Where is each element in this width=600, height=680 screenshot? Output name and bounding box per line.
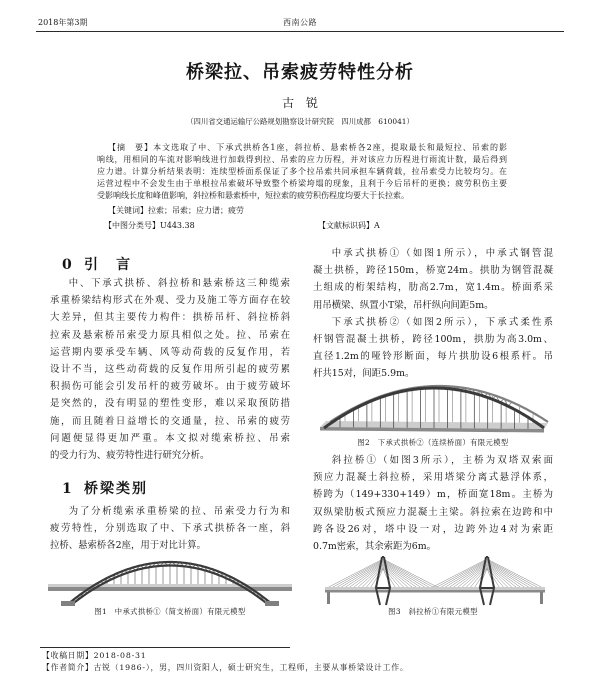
text-line: 设计不当，这些动荷载的反复作用所引起的疲劳累 (50, 363, 290, 375)
arch-bridges-paragraphs (313, 245, 553, 383)
header-rule (36, 31, 564, 32)
text-line: 跨各设26对，塔中设一对，边跨外边4对为索距 (313, 523, 553, 535)
text-line: 为了分析缆索承重桥梁的拉、吊索受力行为和 (68, 506, 290, 517)
fig1-deck-top-face (48, 584, 292, 587)
text-line: 的受力行为、疲劳特性进行研究分析。 (50, 449, 210, 461)
header-issue: 2018年第3期 (38, 18, 88, 27)
introduction-paragraph (50, 275, 290, 464)
abstract (97, 142, 507, 202)
footnote-received-date: 【收稿日期】2018-08-31 (42, 651, 147, 660)
clc-number: 【中图分类号】U443.38 (104, 221, 195, 230)
fig3-left-pylon (376, 557, 390, 605)
article-author: 古 锐 (282, 96, 318, 110)
text-line: 双纵梁肋板式预应力混凝土主梁。斜拉索在边跨和中 (313, 506, 553, 518)
text-line: 土组成的桁架结构，肋高2.7m，宽1.4m。桥面系采 (313, 282, 553, 294)
fig1-right-footing (265, 601, 279, 606)
text-line: 中承式拱桥①（如图1所示），中承式钢管混 (331, 248, 553, 259)
cable-stayed-paragraph (313, 452, 553, 555)
fig3-deck-top-face (325, 587, 545, 590)
abstract-line: 响线，用相同的车流对影响线进行加载得到拉、吊索的应力历程，并对该应力历程进行雨流计数，最后得到 (97, 155, 507, 164)
fig3-right-end-pier (540, 592, 543, 604)
figure-1-caption: 图1 中承式拱桥①（简支桥面）有限元模型 (94, 607, 246, 616)
fig3-right-pylon (480, 557, 494, 605)
text-line: 直径1.2m的哑铃形断面，每片拱肋设6根系杆。吊 (313, 351, 553, 363)
fig3-deck-side-face (325, 590, 545, 593)
text-line: 运营期内要承受车辆、风等动荷载的反复作用，若 (50, 346, 290, 358)
text-line: 是突然的，没有明显的塑性变形，难以采取预防措 (50, 398, 290, 410)
text-line: 拉桥、悬索桥各2座，用于对比计算。 (50, 540, 206, 552)
text-line: 问题便显得更加严重。本文拟对缆索桥拉、吊索 (50, 432, 290, 444)
fig1-left-footing (61, 601, 75, 606)
abstract-line: 受影响线长度和峰值影响，斜拉桥和悬索桥中，短拉索的疲劳积伤程度均要大于长拉索。 (97, 191, 409, 200)
figure-3-caption: 图3 斜拉桥①有限元模型 (388, 607, 478, 616)
abstract-line: 运营过程中不会发生由于单根拉吊索破坏导致整个桥梁垮塌的现象，且利于今后吊杆的更换；疲劳积伤主要 (97, 179, 507, 188)
section-title: 桥梁类别 (84, 481, 148, 497)
fig3-stay-cables (329, 559, 541, 587)
text-line: 施，而且随着日益增长的交通量，拉、吊索的疲劳 (50, 415, 290, 427)
footnote-rule (40, 647, 290, 648)
text-line: 桥跨为（149+330+149）m，桥面宽18m。主桥为 (313, 489, 553, 501)
keywords: 【关键词】拉索；吊索；应力谱；疲劳 (108, 206, 244, 215)
text-line: 斜拉桥①（如图3所示），主桥为双塔双索面 (331, 455, 553, 466)
text-line: 用吊横梁、纵置小T梁，吊杆纵向间距5m。 (313, 299, 494, 311)
article-affiliation: （四川省交通运输厅公路规划勘察设计研究院 四川成都 610041） (186, 117, 414, 126)
text-line: 杆共15对，间距5.9m。 (313, 368, 415, 380)
abstract-line: 应力谱。计算分析结果表明：连续型桥面系保证了多个拉吊索共同承担车辆荷载，拉吊索受力比较均匀。在 (97, 167, 507, 176)
article-title: 桥梁拉、吊索疲劳特性分析 (186, 62, 414, 83)
abstract-line: 【摘 要】本文选取了中、下承式拱桥各1座，斜拉桥、悬索桥各2座，提取最长和最短拉、吊索的影 (108, 143, 507, 152)
fig3-left-end-pier (327, 592, 330, 604)
text-line: 下承式拱桥②（如图2所示），下承式柔性系 (331, 316, 553, 328)
bridge-types-paragraph (50, 503, 290, 555)
text-line: 承重桥梁结构形式在外观、受力及施工等方面存在较 (50, 295, 290, 307)
text-line: 中、下承式拱桥、斜拉桥和悬索桥这三种缆索 (68, 278, 290, 289)
text-line: 大差异，但其主要传力构件：拱桥吊杆、斜拉桥斜 (50, 312, 290, 324)
header-journal-name: 西南公路 (283, 18, 317, 27)
section-number: 0 (62, 257, 72, 273)
figure-3-cable-stayed-model (325, 556, 545, 606)
section-number: 1 (62, 481, 72, 497)
section-1-heading (62, 481, 148, 497)
fig1-suspenders (107, 566, 233, 585)
text-line: 预应力混凝土斜拉桥，采用塔梁分离式悬浮体系， (313, 472, 553, 484)
text-line: 积损伤可能会引发吊杆的疲劳破坏。由于疲劳破坏 (50, 381, 290, 393)
text-line: 拉索及悬索桥吊索受力原具相似之处。拉、吊索在 (50, 329, 290, 341)
text-line: 疲劳特性，分别选取了中、下承式拱桥各一座，斜 (50, 523, 290, 535)
document-code: 【文献标识码】A (318, 221, 380, 230)
figure-2-caption: 图2 下承式拱桥②（连续桥面）有限元模型 (357, 438, 509, 447)
text-line: 凝土拱桥，跨径150m，桥宽24m。拱肋为钢管混凝 (313, 265, 553, 277)
footnote-author-bio: 【作者简介】古锐（1986-），男，四川资阳人，硕士研究生，工程师，主要从事桥梁设计工作。 (42, 663, 409, 672)
section-title: 引 言 (84, 257, 132, 273)
text-line: 0.7m密索，其余索距为6m。 (313, 540, 437, 552)
figure-1-half-through-arch-model (48, 556, 292, 606)
figure-2-tied-arch-model (318, 384, 550, 436)
section-0-heading (62, 257, 132, 273)
text-line: 杆钢管混凝土拱桥，跨径100m，拱肋为高3.0m、 (313, 333, 553, 345)
